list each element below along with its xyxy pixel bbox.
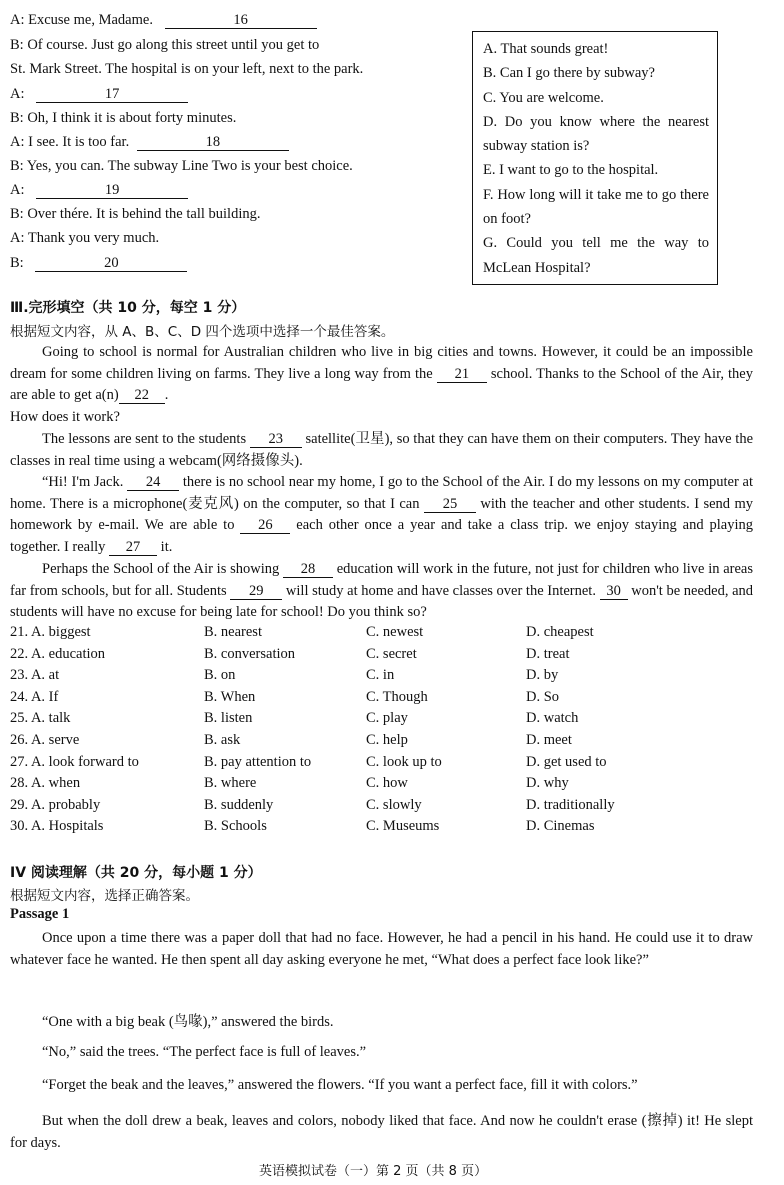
choice-d[interactable]: D. So (526, 688, 560, 705)
paragraph-text: each other once a year and take a class trip. we enjoy staying and playing together. I really (10, 517, 754, 555)
choice-a[interactable]: 28. A. when (10, 775, 81, 792)
options-box (472, 31, 718, 285)
question-row (10, 775, 754, 797)
question-row (10, 732, 754, 754)
section-4-instruction: 根据短文内容，选择正确答案。 (10, 888, 199, 904)
page-footer: 英语模拟试卷（一）第 2 页（共 8 页） (259, 1164, 488, 1179)
paragraph-text: there is no school near my home, I go to the School of the Air. I do my lessons on my computer at home. There is a microphone(麦克风) on the computer, so that I can (10, 474, 754, 512)
question-row (10, 754, 754, 776)
blank-21[interactable]: 21 (437, 366, 487, 383)
paragraph-text: won't be needed, and students will have no excuse for being late for school! Do you think so? (10, 582, 754, 621)
choice-d[interactable]: D. treat (526, 645, 570, 662)
option-f[interactable]: F. How long will it take me to go there on foot? (483, 186, 709, 228)
question-row (10, 818, 754, 840)
blank-26[interactable]: 26 (240, 517, 290, 534)
option-g[interactable]: G. Could you tell me the way to McLean Hospital? (483, 235, 709, 276)
dialogue-text: A: (10, 182, 25, 198)
paragraph-text: education will work in the future, not just for children who live in areas far from schools, but for all. Students (10, 561, 753, 599)
paragraph-text: will study at home and have classes over the Internet. (285, 582, 596, 599)
paragraph-text: Going to school is normal for Australian children who live in big cities and towns. However, it could be an impossible dream for some children living on farms. They live a long way from the (10, 344, 753, 382)
paragraph-text: it. (160, 538, 173, 555)
option-a[interactable]: A. That sounds great! (483, 41, 609, 57)
choice-b[interactable]: B. nearest (204, 624, 262, 640)
choice-b[interactable]: B. suddenly (204, 796, 274, 813)
blank-23[interactable]: 23 (250, 431, 302, 448)
paragraph-text: . (164, 387, 169, 404)
dialogue-line-11 (10, 255, 187, 272)
choice-d[interactable]: D. cheapest (526, 624, 594, 640)
option-b[interactable]: B. Can I go there by subway? (483, 65, 655, 82)
blank-24[interactable]: 24 (127, 474, 179, 491)
paragraph-text: satellite(卫星), so that they can have them on their computers. They have the classes in real time using a webcam(网络摄像头). (10, 431, 754, 469)
question-row (10, 797, 754, 819)
option-e[interactable]: E. I want to go to the hospital. (483, 162, 659, 179)
blank-30[interactable]: 30 (600, 583, 628, 600)
question-row (10, 624, 754, 646)
choice-a[interactable]: 29. A. probably (10, 796, 101, 813)
passage-title: Passage 1 (10, 906, 70, 922)
cloze-paragraph-5 (10, 559, 753, 624)
dialogue-line-2: B: Of course. Just go along this street until you get to (10, 37, 320, 53)
choice-d[interactable]: D. Cinemas (526, 818, 595, 835)
paragraph-text: Once upon a time there was a paper doll that had no face. However, he had a pencil in his hand. He could use it to draw whatever face he wanted. He then spent all day asking everyone he met, “What does a perfect face look like?” (10, 930, 753, 968)
choice-a[interactable]: 24. A. If (10, 688, 59, 705)
choice-b[interactable]: B. pay attention to (204, 753, 312, 770)
choice-c[interactable]: C. help (366, 732, 408, 748)
blank-28[interactable]: 28 (283, 561, 333, 578)
choice-a[interactable]: 30. A. Hospitals (10, 818, 104, 835)
blank-22[interactable]: 22 (119, 387, 165, 404)
dialogue-line-5: B: Oh, I think it is about forty minutes. (10, 110, 237, 126)
dialogue-line-6 (10, 134, 289, 151)
choice-d[interactable]: D. meet (526, 732, 572, 748)
cloze-paragraph-1 (10, 342, 753, 407)
section-3-instruction: 根据短文内容，从 A、B、C、D 四个选项中选择一个最佳答案。 (10, 324, 395, 340)
choice-a[interactable]: 21. A. biggest (10, 624, 91, 640)
passage-paragraph-5 (10, 1111, 753, 1154)
choice-a[interactable]: 25. A. talk (10, 710, 71, 727)
choice-c[interactable]: C. Museums (366, 818, 440, 835)
choice-c[interactable]: C. play (366, 710, 408, 727)
choice-b[interactable]: B. ask (204, 732, 241, 748)
cloze-paragraph-2: How does it work? (10, 409, 120, 425)
blank-20[interactable]: 20 (35, 255, 187, 272)
paragraph-text: “Hi! I'm Jack. (42, 474, 124, 490)
dialogue-line-10: A: Thank you very much. (10, 230, 160, 246)
choice-d[interactable]: D. get used to (526, 753, 607, 770)
choice-b[interactable]: B. conversation (204, 645, 296, 662)
passage-paragraph-3: “No,” said the trees. “The perfect face is full of leaves.” (42, 1044, 367, 1060)
choice-a[interactable]: 22. A. education (10, 645, 106, 662)
choice-d[interactable]: D. watch (526, 710, 579, 727)
choice-c[interactable]: C. look up to (366, 753, 442, 770)
dialogue-line-8 (10, 182, 188, 199)
dialogue-line-4 (10, 86, 188, 103)
choice-c[interactable]: C. Though (366, 688, 428, 705)
blank-29[interactable]: 29 (230, 583, 282, 600)
cloze-paragraph-4 (10, 472, 753, 558)
passage-paragraph-4: “Forget the beak and the leaves,” answered the flowers. “If you want a perfect face, fill it with colors.” (42, 1077, 638, 1093)
choice-c[interactable]: C. how (366, 775, 408, 792)
blank-16[interactable]: 16 (165, 12, 317, 29)
choice-d[interactable]: D. why (526, 775, 569, 792)
choice-c[interactable]: C. slowly (366, 796, 422, 813)
dialogue-text: B: (10, 255, 24, 271)
blank-27[interactable]: 27 (109, 539, 157, 556)
dialogue-line-7: B: Yes, you can. The subway Line Two is your best choice. (10, 158, 353, 174)
dialogue-text: A: I see. It is too far. (10, 134, 130, 150)
choice-b[interactable]: B. Schools (204, 818, 267, 835)
choice-a[interactable]: 27. A. look forward to (10, 753, 139, 770)
passage-paragraph-1 (10, 928, 753, 971)
blank-25[interactable]: 25 (424, 496, 476, 513)
question-row (10, 667, 754, 689)
choice-c[interactable]: C. secret (366, 645, 417, 662)
choice-a[interactable]: 26. A. serve (10, 732, 80, 748)
choice-d[interactable]: D. traditionally (526, 796, 615, 813)
blank-17[interactable]: 17 (36, 86, 188, 103)
choice-c[interactable]: C. in (366, 667, 395, 684)
paragraph-text: Perhaps the School of the Air is showing (42, 561, 280, 577)
choice-c[interactable]: C. newest (366, 624, 424, 640)
choice-b[interactable]: B. listen (204, 710, 253, 727)
section-4-heading: IV 阅读理解（共 20 分，每小题 1 分） (10, 865, 262, 881)
option-d[interactable]: D. Do you know where the nearest subway station is? (483, 113, 709, 155)
choice-b[interactable]: B. where (204, 775, 257, 792)
cloze-paragraph-3 (10, 429, 753, 472)
question-row (10, 689, 754, 711)
paragraph-text: with the teacher and other students. I send my homework by e-mail. We are able to (10, 495, 753, 534)
blank-18[interactable]: 18 (137, 134, 289, 151)
question-row (10, 710, 754, 732)
paragraph-text: The lessons are sent to the students (42, 431, 247, 447)
paragraph-text: But when the doll drew a beak, leaves and colors, nobody liked that face. And now he couldn't erase (擦掉) it! He slept for days. (10, 1113, 753, 1151)
dialogue-text: A: Excuse me, Madame. (10, 12, 153, 28)
section-3-heading: Ⅲ.完形填空（共 10 分，每空 1 分） (10, 300, 246, 316)
dialogue-line-3: St. Mark Street. The hospital is on your left, next to the park. (10, 61, 364, 77)
choice-b[interactable]: B. on (204, 667, 236, 684)
choice-b[interactable]: B. When (204, 688, 256, 705)
dialogue-line-9: B: Over thére. It is behind the tall building. (10, 206, 261, 222)
choice-a[interactable]: 23. A. at (10, 667, 60, 684)
question-row (10, 646, 754, 668)
passage-paragraph-2: “One with a big beak (鸟喙),” answered the birds. (42, 1014, 334, 1030)
paragraph-text: school. Thanks to the School of the Air, they are able to get a(n) (10, 365, 753, 404)
blank-19[interactable]: 19 (36, 182, 188, 199)
option-c[interactable]: C. You are welcome. (483, 89, 604, 106)
choice-d[interactable]: D. by (526, 667, 559, 684)
dialogue-line-1 (10, 12, 317, 29)
dialogue-text: A: (10, 86, 25, 102)
